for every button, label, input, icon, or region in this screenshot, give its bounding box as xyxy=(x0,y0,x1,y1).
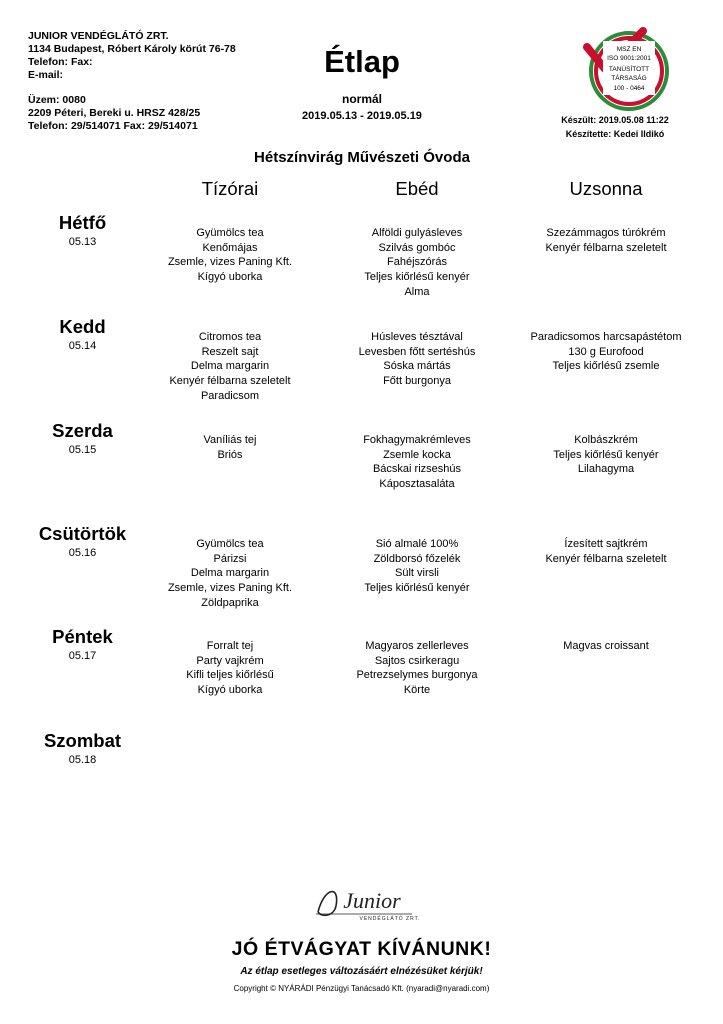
menu-cell-uzsonna xyxy=(501,537,711,566)
menu-item: Húsleves tésztával xyxy=(371,331,463,343)
menu-item: Briós xyxy=(217,448,243,461)
menu-cell-ebed xyxy=(312,433,522,492)
day-name: Hétfő xyxy=(58,212,107,233)
column-header-ebed: Ebéd xyxy=(395,178,439,199)
menu-item: Kifli teljes kiőrlésű xyxy=(186,669,274,682)
footer-note: Az étlap esetleges változásáért elnézésüket kérjük! xyxy=(240,966,483,977)
menu-cell-tizorai xyxy=(125,433,335,462)
day-name: Szerda xyxy=(52,420,113,441)
company-info xyxy=(28,30,236,82)
menu-cell-ebed xyxy=(312,226,522,300)
cert-line-5: 100 - 0464 xyxy=(613,85,645,92)
company-name: JUNIOR VENDÉGLÁTÓ ZRT. xyxy=(28,30,169,42)
created-author: Készítette: Kedei Ildikó xyxy=(565,129,665,139)
menu-item: Paradicsom xyxy=(200,389,260,402)
menu-item: Kenyér félbarna szeletelt xyxy=(545,241,667,254)
day-date: 05.17 xyxy=(68,650,97,662)
menu-item: Magyaros zellerleves xyxy=(365,640,469,652)
footer-greeting: JÓ ÉTVÁGYAT KÍVÁNUNK! xyxy=(231,938,492,960)
plant-id: Üzem: 0080 xyxy=(28,94,86,106)
menu-item: Paradicsomos harcsapástétom xyxy=(530,331,682,343)
day-name: Kedd xyxy=(59,316,106,337)
day-date: 05.16 xyxy=(68,547,97,559)
menu-item: Párizsi xyxy=(213,552,247,565)
menu-item: Magvas croissant xyxy=(563,640,649,652)
menu-item: Ízesített sajtkrém xyxy=(564,538,648,550)
school-name: Hétszínvirág Művészeti Óvoda xyxy=(254,149,470,166)
menu-item: Vaníliás tej xyxy=(203,434,257,446)
created-info xyxy=(540,113,690,141)
footer-copyright: Copyright © NYÁRÁDI Pénzügyi Tanácsadó Kft. (nyaradi@nyaradi.com) xyxy=(233,984,490,993)
menu-cell-uzsonna xyxy=(501,433,711,477)
column-header-uzsonna: Uzsonna xyxy=(569,178,643,199)
menu-item: Kígyó uborka xyxy=(197,684,263,697)
day-date: 05.18 xyxy=(68,754,97,766)
company-phone-fax: Telefon: Fax: xyxy=(28,56,93,68)
menu-item: Levesben főtt sertéshús xyxy=(358,345,476,358)
menu-item: Teljes kiőrlésű kenyér xyxy=(364,271,470,284)
menu-type: normál xyxy=(341,92,382,106)
plant-address: 2209 Péteri, Bereki u. HRSZ 428/25 xyxy=(28,107,201,119)
logo-subtext: VENDÉGLÁTÓ ZRT. xyxy=(359,916,420,922)
menu-item: Főtt burgonya xyxy=(383,375,451,388)
plant-phone-fax: Telefon: 29/514071 Fax: 29/514071 xyxy=(28,120,198,132)
menu-item: Sió almalé 100% xyxy=(375,538,459,550)
menu-item: Teljes kiőrlésű kenyér xyxy=(553,448,659,461)
menu-cell-ebed xyxy=(312,537,522,596)
day-name: Péntek xyxy=(52,626,113,647)
menu-cell-uzsonna xyxy=(501,330,711,374)
menu-cell-tizorai xyxy=(125,537,335,611)
menu-item: Teljes kiőrlésű kenyér xyxy=(364,582,470,595)
logo-text: Junior xyxy=(343,888,401,913)
menu-item: Zsemle, vizes Paning Kft. xyxy=(167,582,293,595)
menu-cell-uzsonna xyxy=(501,639,711,654)
menu-item: Zsemle, vizes Paning Kft. xyxy=(167,256,293,269)
menu-item: Lilahagyma xyxy=(577,463,635,476)
page-title: Étlap xyxy=(324,44,400,79)
menu-item: Kolbászkrém xyxy=(574,434,638,446)
menu-cell-tizorai xyxy=(125,330,335,404)
menu-item: Káposztasaláta xyxy=(379,478,455,491)
created-date: Készült: 2019.05.08 11:22 xyxy=(561,115,669,125)
menu-item: Party vajkrém xyxy=(196,654,264,667)
cert-line-4: TÁRSASÁG xyxy=(611,75,647,82)
day-date: 05.13 xyxy=(68,236,97,248)
company-address: 1134 Budapest, Róbert Károly körút 76-78 xyxy=(28,43,236,55)
menu-item: Kenőmájas xyxy=(202,241,258,254)
menu-item: Alma xyxy=(404,285,430,298)
menu-item: Sóska mártás xyxy=(383,360,451,373)
menu-item: Alföldi gulyásleves xyxy=(371,227,463,239)
day-label xyxy=(20,730,145,766)
menu-item: Zöldpaprika xyxy=(201,596,259,609)
menu-item: Kígyó uborka xyxy=(197,271,263,284)
menu-item: Reszelt sajt xyxy=(201,345,259,358)
company-email: E-mail: xyxy=(28,69,64,81)
menu-item: Fahéjszórás xyxy=(387,256,447,269)
day-date: 05.15 xyxy=(68,444,97,456)
menu-item: Citromos tea xyxy=(198,331,262,343)
menu-item: Szilvás gombóc xyxy=(378,241,456,254)
date-range: 2019.05.13 - 2019.05.19 xyxy=(302,110,422,122)
menu-cell-uzsonna xyxy=(501,226,711,255)
day-name: Csütörtök xyxy=(38,523,127,544)
menu-item: Delma margarin xyxy=(190,360,270,373)
menu-cell-tizorai xyxy=(125,639,335,698)
menu-item: Szezámmagos túrókrém xyxy=(546,227,666,239)
menu-item: Zsemle kocka xyxy=(383,448,451,461)
column-header-tizorai: Tízórai xyxy=(201,178,259,199)
menu-item: Bácskai rizseshús xyxy=(372,463,462,476)
cert-line-3: TANÚSÍTOTT xyxy=(608,66,650,73)
menu-item: Gyümölcs tea xyxy=(196,227,264,239)
day-date: 05.14 xyxy=(68,340,97,352)
menu-item: Sült virsli xyxy=(394,567,439,580)
menu-item: 130 g Eurofood xyxy=(568,345,644,358)
cert-line-1: MSZ EN xyxy=(616,46,642,53)
iso-certificate-logo xyxy=(583,27,671,111)
menu-item: Körte xyxy=(403,684,431,697)
menu-cell-ebed xyxy=(312,330,522,389)
menu-item: Petrezselymes burgonya xyxy=(356,669,478,682)
menu-item: Fokhagymakrémleves xyxy=(363,434,471,446)
menu-item: Zöldborsó főzelék xyxy=(373,552,461,565)
menu-item: Delma margarin xyxy=(190,567,270,580)
day-name: Szombat xyxy=(43,730,122,751)
menu-item: Gyümölcs tea xyxy=(196,538,264,550)
menu-cell-tizorai xyxy=(125,226,335,285)
plant-info xyxy=(28,94,200,133)
junior-logo xyxy=(310,878,420,922)
menu-cell-ebed xyxy=(312,639,522,698)
menu-item: Sajtos csirkeragu xyxy=(374,654,460,667)
menu-item: Forralt tej xyxy=(206,640,254,652)
menu-item: Teljes kiőrlésű zsemle xyxy=(552,360,660,373)
menu-item: Kenyér félbarna szeletelt xyxy=(169,375,291,388)
menu-item: Kenyér félbarna szeletelt xyxy=(545,552,667,565)
cert-line-2: ISO 9001:2001 xyxy=(607,55,651,62)
